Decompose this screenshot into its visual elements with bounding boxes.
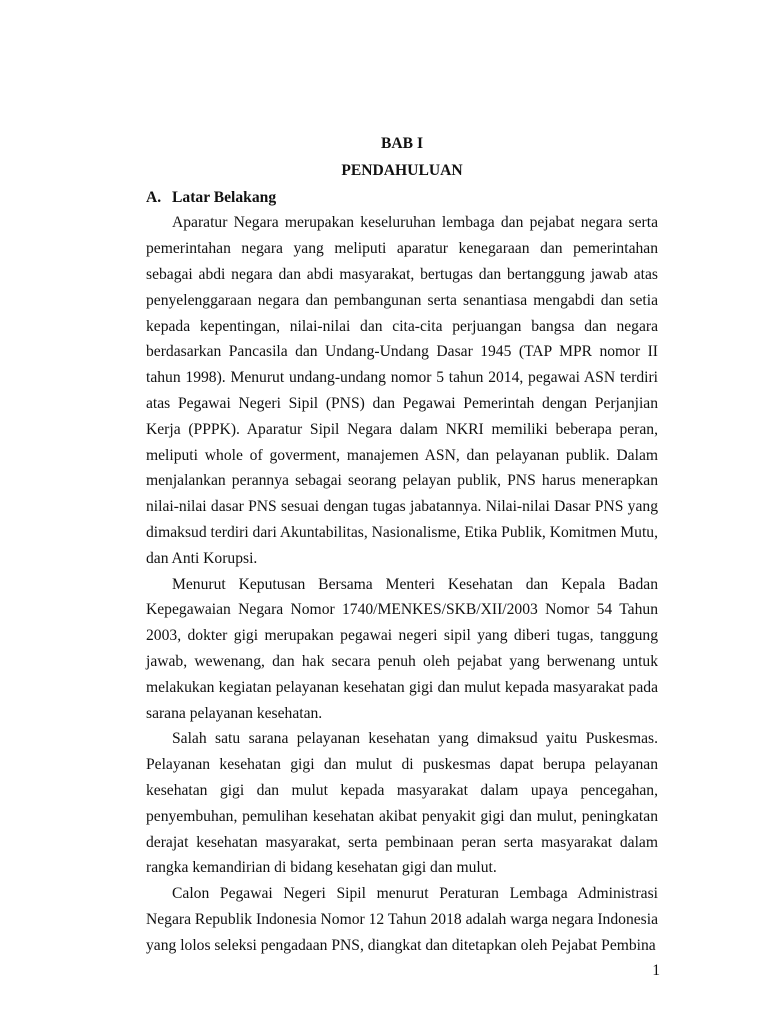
section-heading	[146, 185, 658, 211]
page-number: 1	[652, 962, 660, 979]
section-letter: A.	[146, 188, 162, 206]
chapter-heading: BAB I	[380, 135, 424, 152]
chapter-title: PENDAHULUAN	[341, 161, 463, 179]
paragraph-2: Menurut Keputusan Bersama Menteri Kesehatan dan Kepala Badan Kepegawaian Negara Nomor 1740/MENKES/SKB/XII/2003 Nomor 54 Tahun 2003, dokter gigi merupakan pegawai negeri sipil yang diberi tugas, tanggung jawab, wewenang, dan hak secara penuh oleh pejabat yang berwenang untuk melakukan kegiatan pelayanan kesehatan gigi dan mulut kepada masyarakat pada sarana pelayanan kesehatan.	[146, 575, 658, 722]
page-content	[146, 131, 658, 959]
paragraph-3: Salah satu sarana pelayanan kesehatan yang dimaksud yaitu Puskesmas. Pelayanan kesehatan gigi dan mulut di puskesmas dapat berupa pelayanan kesehatan gigi dan mulut kepada masyarakat dalam upaya pencegahan, penyembuhan, pemulihan kesehatan akibat penyakit gigi dan mulut, peningkatan derajat kesehatan masyarakat, serta pembinaan peran serta masyarakat dalam rangka kemandirian di bidang kesehatan gigi dan mulut.	[146, 730, 658, 877]
paragraph-4: Calon Pegawai Negeri Sipil menurut Peraturan Lembaga Administrasi Negara Republik Indonesia Nomor 12 Tahun 2018 adalah warga negara Indonesia yang lolos seleksi pengadaan PNS, diangkat dan ditetapkan oleh Pejabat Pembina	[146, 885, 658, 954]
paragraph-1: Aparatur Negara merupakan keseluruhan lembaga dan pejabat negara serta pemerintahan negara yang meliputi aparatur kenegaraan dan pemerintahan sebagai abdi negara dan abdi masyarakat, bertugas dan bertanggung jawab atas penyelenggaraan negara dan pembangunan serta senantiasa mengabdi dan setia kepada kepentingan, nilai-nilai dan cita-cita perjuangan bangsa dan negara berdasarkan Pancasila dan Undang-Undang Dasar 1945 (TAP MPR nomor II tahun 1998). Menurut undang-undang nomor 5 tahun 2014, pegawai ASN terdiri atas Pegawai Negeri Sipil (PNS) dan Pegawai Pemerintah dengan Perjanjian Kerja (PPPK). Aparatur Sipil Negara dalam NKRI memiliki beberapa peran, meliputi whole of goverment, manajemen ASN, dan pelayanan publik. Dalam menjalankan perannya sebagai seorang pelayan publik, PNS harus menerapkan nilai-nilai dasar PNS sesuai dengan tugas jabatannya. Nilai-nilai Dasar PNS yang dimaksud terdiri dari Akuntabilitas, Nasionalisme, Etika Publik, Komitmen Mutu, dan Anti Korupsi.	[146, 214, 658, 567]
section-title: Latar Belakang	[172, 188, 277, 206]
